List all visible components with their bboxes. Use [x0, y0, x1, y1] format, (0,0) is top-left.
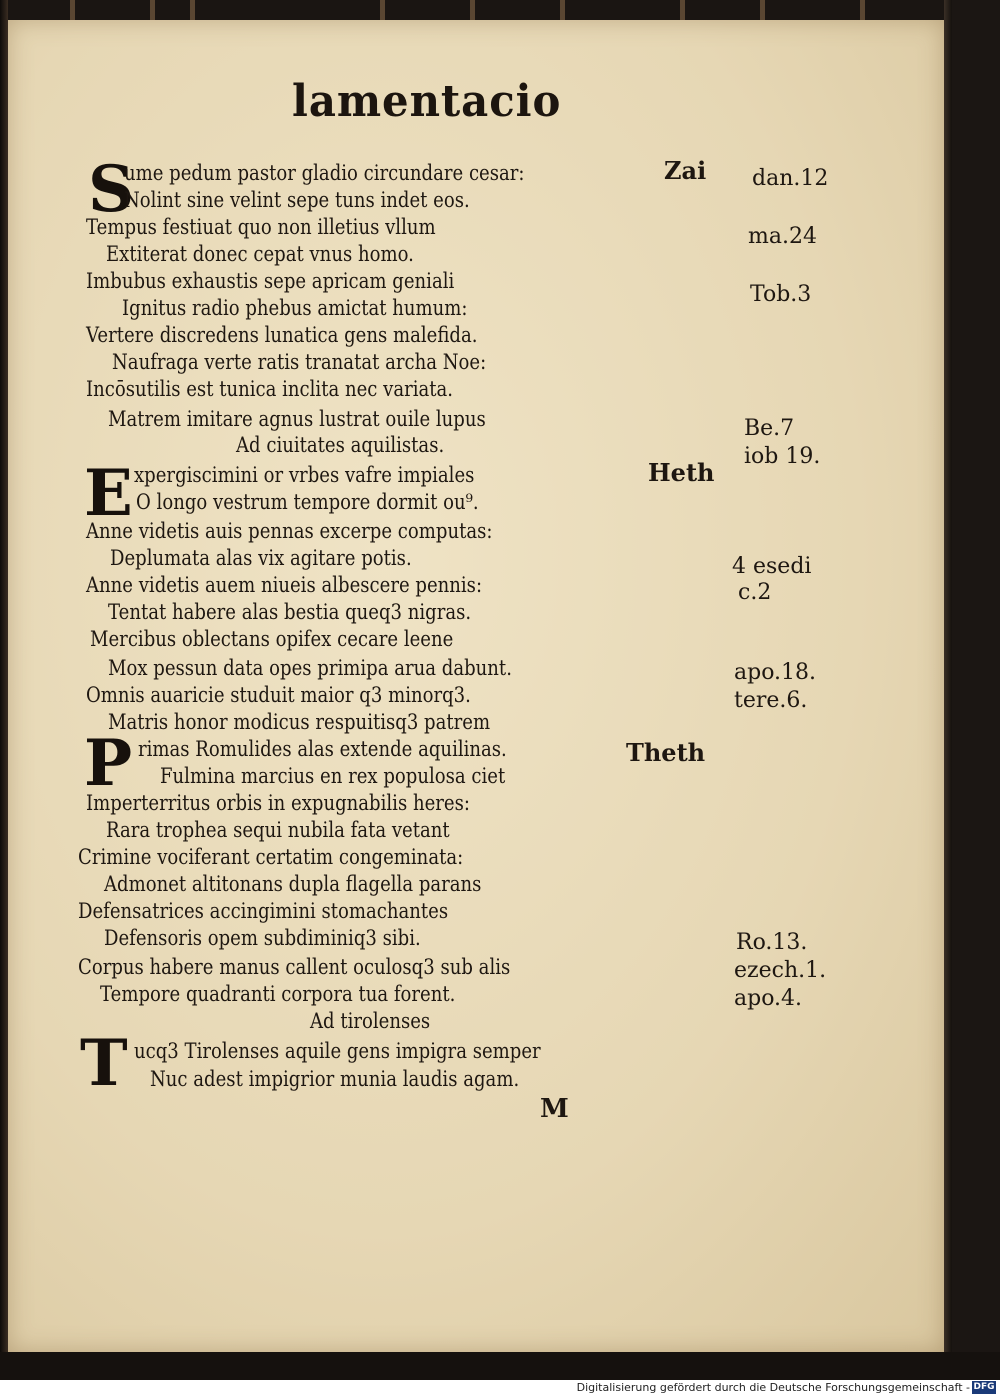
verse-line: Anne videtis auem niueis albescere pennis:: [86, 573, 483, 597]
initial-e: E: [84, 456, 133, 531]
initial-s: S: [88, 152, 135, 227]
scan-border-stripe: [70, 0, 75, 20]
margin-reference: ezech.1.: [734, 958, 827, 983]
verse-line: rimas Romulides alas extende aquilinas.: [138, 737, 507, 761]
scan-border-right: [944, 0, 1000, 1380]
margin-reference: c.2: [738, 580, 772, 605]
verse-line: Rara trophea sequi nubila fata vetant: [106, 818, 450, 842]
margin-reference: tere.6.: [734, 688, 808, 713]
margin-reference: apo.18.: [734, 660, 817, 685]
margin-reference: dan.12: [752, 166, 829, 191]
page-title: lamentacio: [292, 76, 562, 127]
hebrew-letter-marker: Zai: [664, 156, 707, 185]
verse-line: Vertere discredens lunatica gens malefida.: [86, 323, 478, 347]
verse-line: Admonet altitonans dupla flagella parans: [104, 872, 482, 896]
scan-border-left: [0, 0, 8, 1380]
scan-border-stripe: [760, 0, 765, 20]
verse-line: Nuc adest impigrior munia laudis agam.: [150, 1067, 520, 1091]
verse-line: Deplumata alas vix agitare potis.: [110, 546, 412, 570]
verse-line: Defensatrices accingimini stomachantes: [78, 899, 449, 923]
verse-line: Extiterat donec cepat vnus homo.: [106, 242, 414, 266]
verse-line: Fulmina marcius en rex populosa ciet: [160, 764, 506, 788]
scan-border-stripe: [380, 0, 385, 20]
digitization-credit: Digitalisierung gefördert durch die Deutsche Forschungsgemeinschaft -: [576, 1381, 970, 1394]
verse-line: Imperterritus orbis in expugnabilis heres:: [86, 791, 470, 815]
scan-border-stripe: [470, 0, 475, 20]
scan-border-bottom: [0, 1352, 1000, 1380]
margin-reference: Be.7: [744, 416, 795, 441]
verse-line: Nolint sine velint sepe tuns indet eos.: [124, 188, 470, 212]
scan-border-stripe: [680, 0, 685, 20]
initial-p: P: [84, 726, 133, 801]
verse-line: xpergiscimini or vrbes vafre impiales: [134, 463, 475, 487]
dfg-logo: DFG: [973, 1382, 995, 1392]
verse-line: Naufraga verte ratis tranatat archa Noe:: [112, 350, 487, 374]
scan-border-stripe: [190, 0, 195, 20]
verse-line: Matris honor modicus respuitisq3 patrem: [108, 710, 491, 734]
verse-line: Mox pessun data opes primipa arua dabunt.: [108, 656, 512, 680]
initial-t: T: [80, 1026, 128, 1101]
margin-reference: 4 esedi: [732, 554, 812, 579]
hebrew-letter-marker: Theth: [626, 738, 706, 767]
verse-line: ucq3 Tirolenses aquile gens impigra semper: [134, 1039, 541, 1063]
scan-border-stripe: [560, 0, 565, 20]
verse-line: Imbubus exhaustis sepe apricam geniali: [86, 269, 455, 293]
verse-line: Tempus festiuat quo non illetius vllum: [86, 215, 436, 239]
verse-line: Mercibus oblectans opifex cecare leene: [90, 627, 454, 651]
verse-line: O longo vestrum tempore dormit ou⁹.: [136, 490, 479, 514]
margin-reference: iob 19.: [744, 444, 821, 469]
verse-line: Anne videtis auis pennas excerpe computas:: [86, 519, 493, 543]
verse-line: Tempore quadranti corpora tua forent.: [100, 982, 456, 1006]
verse-line: ume pedum pastor gladio circundare cesar:: [124, 161, 525, 185]
margin-reference: Ro.13.: [736, 930, 808, 955]
margin-reference: Tob.3: [750, 282, 812, 307]
margin-reference: ma.24: [748, 224, 817, 249]
verse-line: Incōsutilis est tunica inclita nec variata.: [86, 377, 454, 401]
verse-line: Crimine vociferant certatim congeminata:: [78, 845, 464, 869]
verse-subheading: Ad tirolenses: [310, 1009, 431, 1033]
verse-subheading: Ad ciuitates aquilistas.: [236, 433, 445, 457]
catchword-ornament: M: [540, 1094, 569, 1124]
verse-line: Ignitus radio phebus amictat humum:: [122, 296, 468, 320]
hebrew-letter-marker: Heth: [648, 458, 715, 487]
scan-border-stripe: [150, 0, 155, 20]
margin-reference: apo.4.: [734, 986, 803, 1011]
verse-line: Matrem imitare agnus lustrat ouile lupus: [108, 407, 486, 431]
verse-line: Defensoris opem subdiminiq3 sibi.: [104, 926, 421, 950]
scan-border-stripe: [860, 0, 865, 20]
verse-line: Omnis auaricie studuit maior q3 minorq3.: [86, 683, 471, 707]
verse-line: Corpus habere manus callent oculosq3 sub alis: [78, 955, 511, 979]
verse-line: Tentat habere alas bestia queq3 nigras.: [108, 600, 472, 624]
